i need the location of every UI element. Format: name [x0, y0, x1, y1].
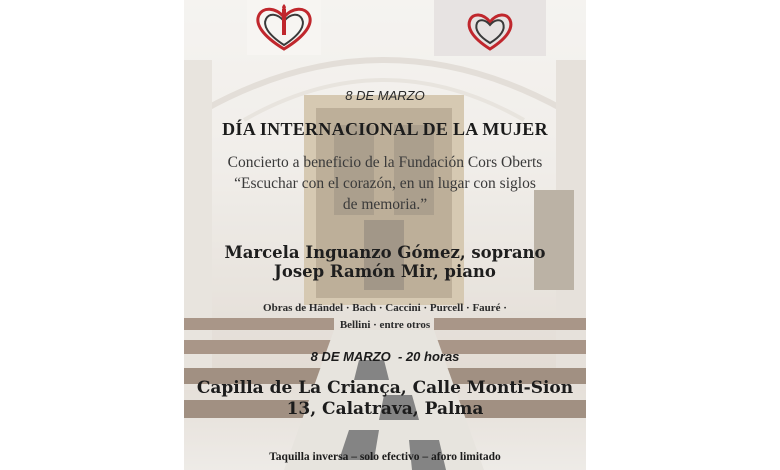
description-line-2: “Escuchar con el corazón, en un lugar con siglos — [234, 175, 536, 192]
venue-line-2: 13, Calatrava, Palma — [286, 399, 484, 419]
parish-logo — [247, 0, 321, 55]
works-line-1: Obras de Händel · Bach · Caccini · Purcell · Fauré · — [263, 302, 507, 314]
venue-line-1: Capilla de La Criança, Calle Monti-Sion — [196, 378, 574, 398]
description-line-1: Concierto a beneficio de la Fundación Cors Oberts — [227, 154, 543, 171]
fundacio-cors-oberts-logo — [434, 0, 546, 56]
heart-logo-icon — [435, 1, 545, 55]
ticket-info: Taquilla inversa – solo efectivo – aforo limitado — [269, 451, 501, 463]
heart-candle-icon — [251, 3, 317, 53]
event-title: DÍA INTERNACIONAL DE LA MUJER — [222, 119, 548, 139]
event-date-heading: 8 DE MARZO — [345, 88, 425, 103]
performer-soprano: Marcela Inguanzo Gómez, soprano — [224, 243, 546, 262]
description-line-3: de memoria.” — [342, 196, 428, 213]
performer-piano: Josep Ramón Mir, piano — [274, 262, 496, 281]
concert-poster — [184, 0, 586, 470]
event-date-time: 8 DE MARZO - 20 horas — [310, 349, 460, 364]
works-line-2: Bellini · entre otros — [339, 319, 431, 331]
